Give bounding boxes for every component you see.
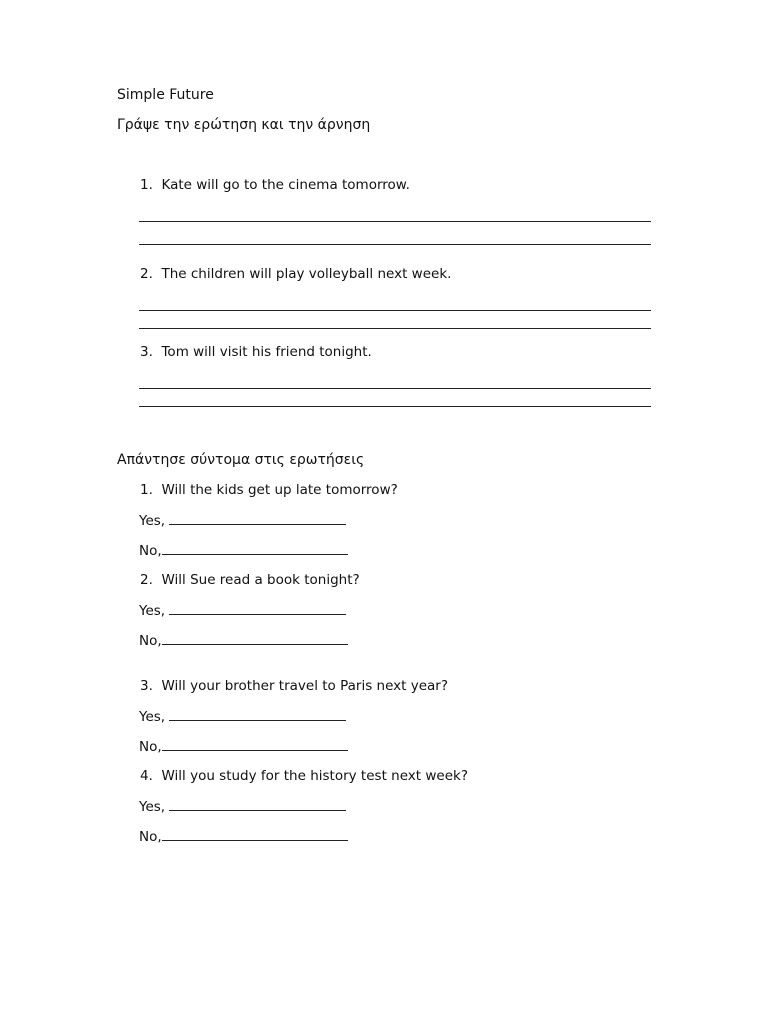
no-label: No, [139,633,162,649]
yes-label: Yes, [139,513,166,529]
item-question: Will Sue read a book tonight? [161,572,360,588]
section1-item-3 [140,343,372,361]
yes-answer-row [139,511,346,530]
negative-answer-line[interactable] [139,328,651,329]
yes-answer-blank[interactable] [169,511,346,525]
item-question: Will the kids get up late tomorrow? [161,482,398,498]
no-answer-blank[interactable] [162,631,348,645]
item-number: 1. [140,482,153,498]
item-sentence: The children will play volleyball next week. [161,266,452,282]
yes-answer-blank[interactable] [169,797,346,811]
yes-answer-blank[interactable] [169,707,346,721]
item-sentence: Kate will go to the cinema tomorrow. [161,177,410,193]
item-number: 1. [140,177,153,193]
item-sentence: Tom will visit his friend tonight. [161,344,372,360]
yes-answer-row [139,601,346,620]
yes-label: Yes, [139,603,166,619]
no-answer-blank[interactable] [162,737,348,751]
section2-item-3 [140,677,448,695]
no-answer-blank[interactable] [162,541,348,555]
item-number: 2. [140,572,153,588]
section2-item-2 [140,571,360,589]
section2-item-1 [140,481,398,499]
item-number: 3. [140,678,153,694]
no-answer-row [139,827,348,846]
yes-answer-row [139,707,346,726]
no-label: No, [139,739,162,755]
page-title: Simple Future [117,87,214,103]
item-question: Will you study for the history test next week? [161,768,468,784]
section1-item-2 [140,265,451,283]
no-label: No, [139,829,162,845]
item-number: 4. [140,768,153,784]
item-number: 2. [140,266,153,282]
section2-heading: Απάντησε σύντομα στις ερωτήσεις [117,452,365,468]
section1-item-1 [140,176,410,194]
yes-label: Yes, [139,799,166,815]
no-answer-row [139,541,348,560]
question-answer-line[interactable] [139,388,651,389]
negative-answer-line[interactable] [139,406,651,407]
no-answer-row [139,737,348,756]
question-answer-line[interactable] [139,221,651,222]
yes-answer-row [139,797,346,816]
yes-answer-blank[interactable] [169,601,346,615]
yes-label: Yes, [139,709,166,725]
negative-answer-line[interactable] [139,244,651,245]
section1-heading: Γράψε την ερώτηση και την άρνηση [117,117,371,133]
item-question: Will your brother travel to Paris next year? [161,678,449,694]
no-answer-row [139,631,348,650]
no-answer-blank[interactable] [162,827,348,841]
item-number: 3. [140,344,153,360]
section2-item-4 [140,767,468,785]
question-answer-line[interactable] [139,310,651,311]
no-label: No, [139,543,162,559]
